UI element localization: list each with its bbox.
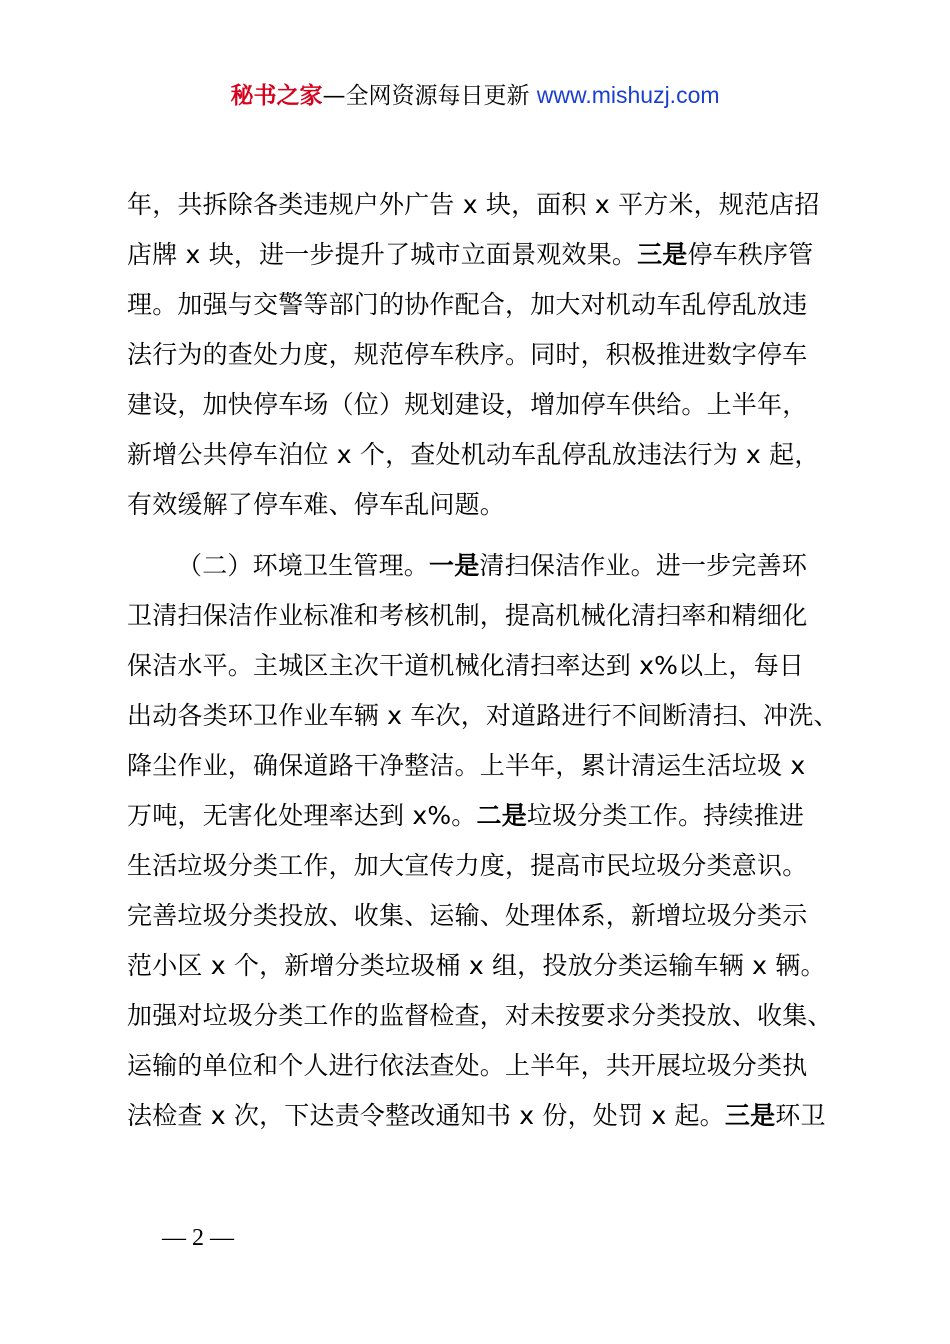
text-run: 环卫 bbox=[775, 1101, 826, 1130]
text-line: 加强对垃圾分类工作的监督检查，对未按要求分类投放、收集、 bbox=[127, 1001, 833, 1030]
site-header bbox=[0, 78, 950, 113]
section-heading: （二）环境卫生管理。 bbox=[177, 551, 430, 580]
text-line bbox=[127, 791, 837, 841]
text-line: 保洁水平。主城区主次干道机械化清扫率达到 x%以上，每日 bbox=[127, 651, 805, 680]
text-line: 卫清扫保洁作业标准和考核机制，提高机械化清扫率和精细化 bbox=[127, 601, 808, 630]
paragraph-1 bbox=[127, 180, 837, 530]
bold-keyword: 三是 bbox=[637, 240, 688, 269]
text-line: 出动各类环卫作业车辆 x 车次，对道路进行不间断清扫、冲洗、 bbox=[127, 701, 839, 730]
brand-name: 秘书之家 bbox=[230, 83, 323, 109]
text-line: 生活垃圾分类工作，加大宣传力度，提高市民垃圾分类意识。 bbox=[127, 851, 808, 880]
document-body bbox=[127, 180, 837, 1141]
text-line: 运输的单位和个人进行依法查处。上半年，共开展垃圾分类执 bbox=[127, 1051, 808, 1080]
paragraph-2 bbox=[127, 541, 837, 1141]
bold-keyword: 二是 bbox=[476, 801, 527, 830]
bold-keyword: 三是 bbox=[724, 1101, 776, 1130]
text-line bbox=[127, 230, 837, 280]
text-run: 店牌 x 块，进一步提升了城市立面景观效果。 bbox=[127, 240, 638, 269]
text-run: 垃圾分类工作。持续推进 bbox=[526, 801, 805, 830]
text-line: 有效缓解了停车难、停车乱问题。 bbox=[127, 490, 506, 519]
text-line: 建设，加快停车场（位）规划建设，增加停车供给。上半年， bbox=[127, 390, 808, 419]
text-line: 完善垃圾分类投放、收集、运输、处理体系，新增垃圾分类示 bbox=[127, 901, 808, 930]
text-run: 法检查 x 次，下达责令整改通知书 x 份，处罚 x 起。 bbox=[127, 1101, 725, 1130]
header-url[interactable]: www.mishuzj.com bbox=[536, 82, 720, 108]
header-tagline: —全网资源每日更新 bbox=[322, 83, 530, 109]
text-line: 理。加强与交警等部门的协作配合，加大对机动车乱停乱放违 bbox=[127, 290, 808, 319]
text-line: 年，共拆除各类违规户外广告 x 块，面积 x 平方米，规范店招 bbox=[127, 190, 820, 219]
text-line bbox=[127, 1091, 837, 1141]
bold-keyword: 一是 bbox=[429, 551, 480, 580]
text-run: 清扫保洁作业。进一步完善环 bbox=[479, 551, 808, 580]
text-run: 万吨，无害化处理率达到 x%。 bbox=[127, 801, 477, 830]
page-number: — 2 — bbox=[162, 1225, 234, 1251]
text-run: 停车秩序管 bbox=[687, 240, 814, 269]
text-line bbox=[127, 541, 837, 591]
text-line: 法行为的查处力度，规范停车秩序。同时，积极推进数字停车 bbox=[127, 340, 808, 369]
text-line: 新增公共停车泊位 x 个，查处机动车乱停乱放违法行为 x 起， bbox=[127, 440, 820, 469]
text-line: 降尘作业，确保道路干净整洁。上半年，累计清运生活垃圾 x bbox=[127, 751, 806, 780]
text-line: 范小区 x 个，新增分类垃圾桶 x 组，投放分类运输车辆 x 辆。 bbox=[127, 951, 826, 980]
